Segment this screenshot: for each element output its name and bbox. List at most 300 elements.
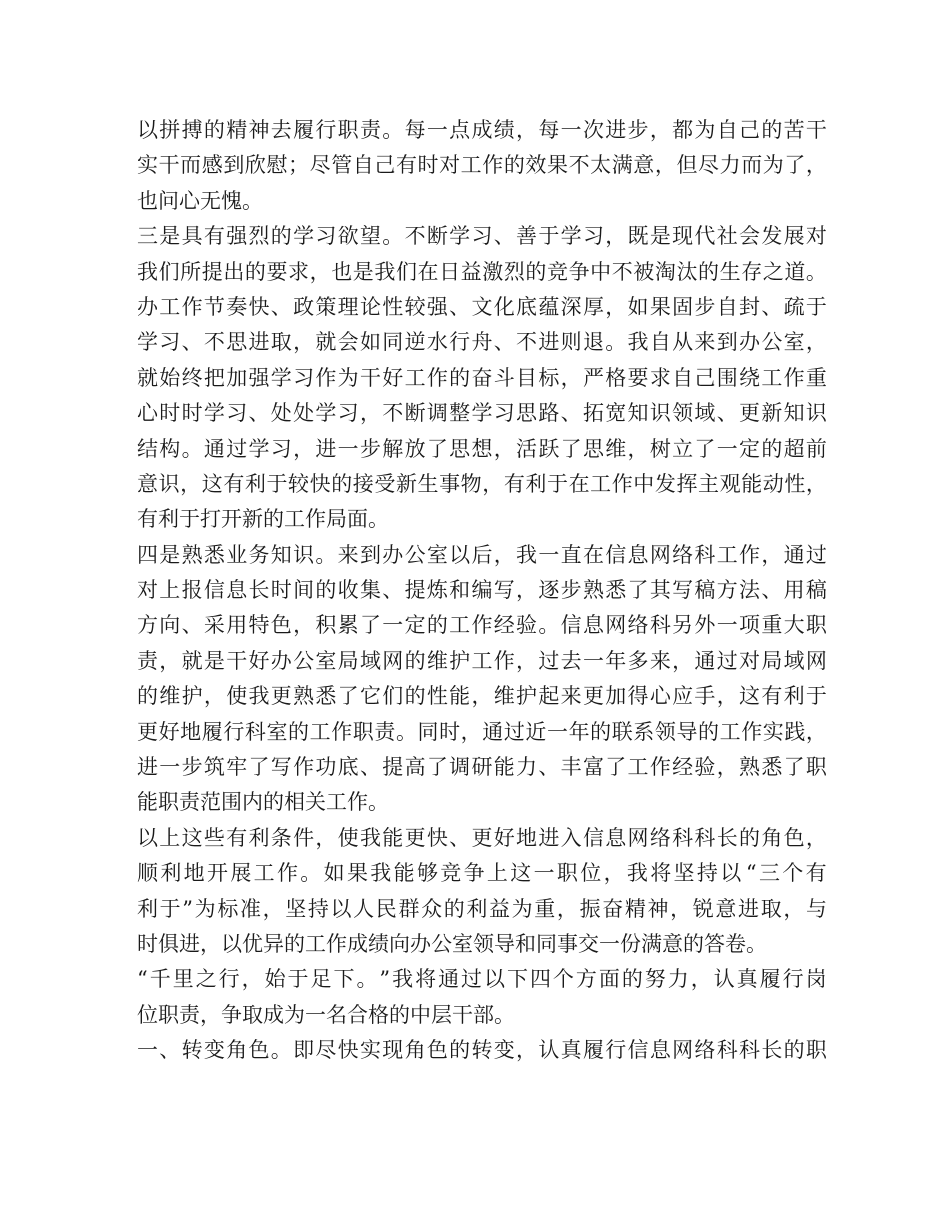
text-char: 行 <box>605 1038 627 1063</box>
text-char: 一 <box>716 436 738 461</box>
text-char: 生 <box>417 471 439 496</box>
text-char: 格 <box>605 365 627 390</box>
text-char: 下 <box>333 967 355 992</box>
text-char: 、 <box>359 755 381 780</box>
text-char: 作 <box>611 471 633 496</box>
text-char: 稿 <box>805 578 827 603</box>
text-char: 干 <box>805 118 827 142</box>
text-char: 了 <box>359 613 381 638</box>
text-char: 一 <box>137 1038 158 1063</box>
text-char: ， <box>805 471 827 496</box>
text-char: 认 <box>713 967 735 992</box>
text-char: 色 <box>426 1038 448 1063</box>
text-char: 办 <box>137 294 158 319</box>
text-char: 过 <box>226 436 248 461</box>
text-line <box>137 750 827 785</box>
text-char: 学 <box>293 224 315 249</box>
text-char: 奋 <box>471 365 493 390</box>
text-char: ， <box>309 259 331 284</box>
text-char: 作 <box>783 365 805 390</box>
text-char: 护 <box>516 684 538 709</box>
text-char: 们 <box>382 684 404 709</box>
text-char: 写 <box>672 578 694 603</box>
text-char: 坚 <box>285 896 307 921</box>
text-char: 行 <box>218 967 240 992</box>
text-char: 四 <box>529 967 551 992</box>
text-char: 我 <box>374 259 396 284</box>
text-char: 前 <box>805 436 827 461</box>
text-char: 系 <box>633 719 655 744</box>
text-char: 太 <box>590 153 612 178</box>
text-char: 。 <box>382 118 404 142</box>
text-char: 生 <box>719 259 741 284</box>
text-char: 我 <box>137 259 158 284</box>
text-char: 作 <box>315 365 337 390</box>
text-line: 有利于打开新的工作局面。 <box>137 507 389 532</box>
text-char: 功 <box>315 755 337 780</box>
text-char: 报 <box>181 578 203 603</box>
text-char: 处 <box>270 401 292 426</box>
text-char: 我 <box>627 330 649 355</box>
text-char: 存 <box>741 259 763 284</box>
text-char: 跃 <box>538 436 560 461</box>
text-char: 果 <box>546 153 568 178</box>
text-char: 在 <box>582 542 604 567</box>
text-char: 条 <box>270 825 292 850</box>
text-char: 经 <box>672 755 694 780</box>
text-char: 竞 <box>440 861 462 886</box>
text-char: 一 <box>159 755 181 780</box>
text-char: 间 <box>293 578 315 603</box>
text-char: ， <box>556 896 578 921</box>
text-char: 于 <box>287 967 309 992</box>
text-char: 更 <box>471 825 493 850</box>
text-char: 道 <box>784 259 806 284</box>
text-char: 我 <box>248 684 270 709</box>
text-char: 时 <box>270 578 292 603</box>
text-char: 来 <box>694 330 716 355</box>
text-char: ， <box>241 967 263 992</box>
text-char: 网 <box>605 613 627 638</box>
text-char: 不 <box>382 401 404 426</box>
text-char: 够 <box>416 861 438 886</box>
text-char: 果 <box>346 861 368 886</box>
text-char: 则 <box>560 330 582 355</box>
text-char: 成 <box>471 118 493 142</box>
text-char: ， <box>516 648 538 673</box>
text-char: 。 <box>181 436 203 461</box>
text-char: 的 <box>404 684 426 709</box>
text-line <box>137 892 827 927</box>
text-char: 公 <box>404 542 426 567</box>
text-char: 奋 <box>602 896 624 921</box>
text-char: 知 <box>270 542 292 567</box>
text-char: 新 <box>395 471 417 496</box>
text-line <box>137 148 827 183</box>
text-char: 竞 <box>546 259 568 284</box>
text-char: 使 <box>226 684 248 709</box>
text-char: 意 <box>715 896 737 921</box>
text-char: ， <box>560 365 582 390</box>
text-char: 了 <box>337 684 359 709</box>
text-char: 精 <box>226 118 248 142</box>
text-char: 我 <box>392 967 414 992</box>
text-char: 悉 <box>605 578 627 603</box>
text-char: 如 <box>359 330 381 355</box>
text-char: 足 <box>310 967 332 992</box>
text-char: 好 <box>382 365 404 390</box>
text-char: 习 <box>270 436 292 461</box>
text-char: 起 <box>538 684 560 709</box>
text-char: 一 <box>560 118 582 142</box>
text-char: 点 <box>449 118 471 142</box>
text-char: 的 <box>525 259 547 284</box>
text-char: 地 <box>183 861 205 886</box>
text-char: 学 <box>449 224 471 249</box>
text-char: 通 <box>438 967 460 992</box>
text-line <box>137 538 827 573</box>
text-char: 有 <box>395 153 417 178</box>
text-char: 为 <box>337 365 359 390</box>
text-char: 步 <box>694 294 716 319</box>
text-char: 工 <box>449 613 471 638</box>
text-char: 同 <box>417 719 439 744</box>
text-char: 识 <box>158 471 180 496</box>
text-char: 作 <box>276 861 298 886</box>
text-char: 望 <box>359 224 381 249</box>
text-char: 有 <box>761 684 783 709</box>
text-char: 用 <box>226 613 248 638</box>
text-char: 作 <box>426 365 448 390</box>
text-char: 地 <box>516 825 538 850</box>
body-text <box>137 113 827 1069</box>
text-char: 标 <box>538 365 560 390</box>
text-char: 里 <box>172 967 194 992</box>
text-char: 更 <box>137 719 158 744</box>
text-char: 角 <box>761 825 783 850</box>
text-char: 学 <box>560 224 582 249</box>
text-char: 年 <box>605 648 627 673</box>
text-char: 作 <box>649 755 671 780</box>
text-char: 展 <box>230 861 252 886</box>
text-char: 力 <box>719 153 741 178</box>
text-char: 所 <box>180 259 202 284</box>
text-char: 物 <box>460 471 482 496</box>
text-char: 室 <box>315 648 337 673</box>
text-char: ， <box>654 153 676 178</box>
text-char: 工 <box>761 365 783 390</box>
text-char: 为 <box>194 896 216 921</box>
text-char: 了 <box>560 436 582 461</box>
text-char: 观 <box>719 471 741 496</box>
text-char: 积 <box>315 613 337 638</box>
text-char: 进 <box>538 825 560 850</box>
text-char: 作 <box>482 153 504 178</box>
text-char: 就 <box>181 648 203 673</box>
text-char: 富 <box>582 755 604 780</box>
text-char: 效 <box>525 153 547 178</box>
text-char: 日 <box>439 259 461 284</box>
text-char: 如 <box>323 861 345 886</box>
text-line <box>137 290 827 325</box>
text-char: 对 <box>439 153 461 178</box>
text-char: 信 <box>203 578 225 603</box>
text-char: 现 <box>382 1038 404 1063</box>
text-char: 色 <box>270 613 292 638</box>
text-char: 一 <box>426 118 448 142</box>
text-char: 时 <box>181 401 203 426</box>
text-char: 争 <box>463 861 485 886</box>
text-char: 验 <box>516 613 538 638</box>
text-char: 这 <box>510 861 532 886</box>
text-char: 方 <box>716 578 738 603</box>
text-char: 始 <box>159 365 181 390</box>
text-char: 思 <box>449 436 471 461</box>
text-char: 加 <box>226 365 248 390</box>
text-char: 工 <box>404 365 426 390</box>
text-char: 益 <box>489 896 510 921</box>
text-char: 。 <box>315 542 337 567</box>
text-char: 的 <box>590 719 612 744</box>
text-char: 次 <box>582 118 604 142</box>
text-char: 加 <box>605 684 627 709</box>
text-char: 的 <box>449 365 471 390</box>
text-char: 果 <box>649 294 671 319</box>
text-char: 的 <box>404 648 426 673</box>
text-char: 但 <box>676 153 698 178</box>
text-char: 公 <box>761 330 783 355</box>
text-char: 以 <box>720 861 742 886</box>
text-char: 好 <box>248 648 270 673</box>
text-char: 强 <box>248 365 270 390</box>
text-char: 上 <box>159 578 181 603</box>
text-char: 特 <box>248 613 270 638</box>
text-char: 能 <box>741 471 763 496</box>
text-char: 信 <box>560 613 582 638</box>
text-char: 开 <box>206 861 228 886</box>
text-char: 维 <box>605 436 627 461</box>
text-char: 的 <box>783 1038 805 1063</box>
text-char: 更 <box>739 401 761 426</box>
text-char: 公 <box>293 648 315 673</box>
text-char: 力 <box>667 967 689 992</box>
text-char: 过 <box>461 967 483 992</box>
text-char: 能 <box>449 684 471 709</box>
text-char: ， <box>805 719 827 744</box>
text-char: 的 <box>315 578 337 603</box>
text-char: 每 <box>404 118 426 142</box>
text-char: 了 <box>426 755 448 780</box>
text-char: 熟 <box>582 578 604 603</box>
text-char: 编 <box>471 578 493 603</box>
text-char: 学 <box>471 401 493 426</box>
text-char: 的 <box>270 224 292 249</box>
text-char: 了 <box>784 153 806 178</box>
text-char: 、 <box>493 330 515 355</box>
text-char: 信 <box>605 542 627 567</box>
text-char: 要 <box>627 365 649 390</box>
text-char: 科 <box>672 825 694 850</box>
text-char: 件 <box>293 825 315 850</box>
text-char: 心 <box>649 684 671 709</box>
text-char: 管 <box>331 153 353 178</box>
text-char: ， <box>293 613 315 638</box>
text-char: 重 <box>805 365 827 390</box>
text-char: 苦 <box>783 118 805 142</box>
text-char: 尽 <box>698 153 720 178</box>
text-char: 、 <box>181 613 203 638</box>
text-char: 超 <box>783 436 805 461</box>
text-char: 步 <box>181 755 203 780</box>
text-char: ， <box>482 471 504 496</box>
text-char: 淘 <box>654 259 676 284</box>
text-char: 思 <box>582 436 604 461</box>
text-char: 自 <box>672 365 694 390</box>
text-char: 了 <box>605 755 627 780</box>
text-char: 受 <box>374 471 396 496</box>
text-char: ， <box>672 648 694 673</box>
text-char: 网 <box>649 542 671 567</box>
text-char: 自 <box>716 118 738 142</box>
text-char: 过 <box>805 542 827 567</box>
text-char: 项 <box>739 613 761 638</box>
text-char: 的 <box>621 967 643 992</box>
text-char: 持 <box>696 861 718 886</box>
text-char: 知 <box>783 401 805 426</box>
text-char: 了 <box>248 755 270 780</box>
text-char: 入 <box>560 825 582 850</box>
text-char: 烈 <box>248 224 270 249</box>
text-char: 于 <box>546 471 568 496</box>
text-char: 验 <box>694 755 716 780</box>
text-char: 被 <box>633 259 655 284</box>
text-char: 过 <box>716 648 738 673</box>
text-char: 是 <box>159 224 181 249</box>
text-char: 实 <box>359 1038 381 1063</box>
text-char: 信 <box>627 1038 649 1063</box>
text-char: 通 <box>482 719 504 744</box>
text-char: 后 <box>471 542 493 567</box>
text-char: 与 <box>805 896 827 921</box>
text-char: 了 <box>694 436 716 461</box>
text-char: 们 <box>158 259 180 284</box>
text-char: 责 <box>137 648 158 673</box>
text-char: 为 <box>511 896 533 921</box>
text-char: 三 <box>758 861 780 886</box>
text-line <box>137 1033 827 1068</box>
text-char: 文 <box>471 294 493 319</box>
text-char: 来 <box>337 542 359 567</box>
text-char: 振 <box>579 896 601 921</box>
text-char: 学 <box>270 365 292 390</box>
text-char: 岗 <box>805 967 827 992</box>
text-char: 多 <box>627 648 649 673</box>
text-char: 具 <box>181 224 203 249</box>
text-char: 些 <box>203 825 225 850</box>
text-char: 导 <box>676 719 698 744</box>
text-char: 力 <box>516 755 538 780</box>
text-line: 也问心无愧。 <box>137 188 263 213</box>
text-char: 研 <box>471 755 493 780</box>
text-char: 行 <box>449 330 471 355</box>
text-char: 于 <box>805 294 827 319</box>
text-char: 神 <box>248 118 270 142</box>
text-char: 了 <box>627 578 649 603</box>
text-char: 维 <box>426 648 448 673</box>
text-line <box>137 396 827 431</box>
text-char: 以 <box>137 825 158 850</box>
text-char: 较 <box>404 294 426 319</box>
text-char: 、 <box>181 330 203 355</box>
text-char: 知 <box>627 401 649 426</box>
text-char: ， <box>805 330 827 355</box>
text-char: 提 <box>382 755 404 780</box>
text-char: 变 <box>493 1038 515 1063</box>
text-char: 域 <box>783 648 805 673</box>
text-char: 也 <box>331 259 353 284</box>
text-char: 、 <box>761 294 783 319</box>
text-char: 外 <box>694 613 716 638</box>
text-char: 己 <box>374 153 396 178</box>
text-char: 进 <box>738 896 760 921</box>
text-char: 人 <box>353 896 375 921</box>
text-char: 领 <box>654 719 676 744</box>
text-char: 来 <box>649 648 671 673</box>
text-char: 展 <box>783 224 805 249</box>
text-char: 护 <box>449 648 471 673</box>
text-char: 进 <box>137 755 158 780</box>
text-char: ， <box>471 684 493 709</box>
text-char: 习 <box>226 401 248 426</box>
text-char: 善 <box>516 224 538 249</box>
text-char: 准 <box>239 896 261 921</box>
text-char: “ <box>137 967 148 992</box>
text-char: ” <box>182 896 194 921</box>
text-char: 络 <box>627 613 649 638</box>
text-char: 角 <box>404 1038 426 1063</box>
text-char: ， <box>716 684 738 709</box>
text-char: 累 <box>337 613 359 638</box>
text-char: 这 <box>181 825 203 850</box>
text-char: ， <box>783 896 805 921</box>
text-char: 一 <box>716 613 738 638</box>
text-char: 有 <box>226 825 248 850</box>
text-char: 。 <box>805 259 827 284</box>
text-char: 而 <box>741 153 763 178</box>
text-char: 通 <box>694 648 716 673</box>
text-char: 学 <box>315 401 337 426</box>
text-char: 干 <box>158 153 180 178</box>
text-char: 步 <box>359 436 381 461</box>
text-char: 办 <box>270 648 292 673</box>
text-char: 通 <box>783 542 805 567</box>
text-char: 水 <box>426 330 448 355</box>
text-char: 如 <box>627 294 649 319</box>
text-char: 逆 <box>404 330 426 355</box>
text-char: 斗 <box>493 365 515 390</box>
text-char: 习 <box>471 224 493 249</box>
text-char: 使 <box>337 825 359 850</box>
text-char: ， <box>649 118 671 142</box>
text-char: 、 <box>159 1038 181 1063</box>
text-line <box>137 255 827 290</box>
text-char: 熟 <box>739 755 761 780</box>
text-line: 能职责范围内的相关工作。 <box>137 790 389 815</box>
text-char: 来 <box>560 684 582 709</box>
text-char: 精 <box>624 896 646 921</box>
text-char: 利 <box>783 684 805 709</box>
text-char: 性 <box>382 294 404 319</box>
